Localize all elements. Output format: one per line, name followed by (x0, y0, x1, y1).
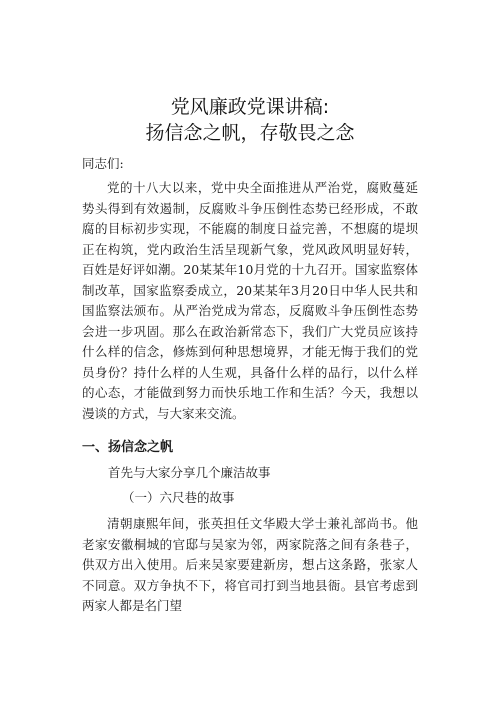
subsection-heading: （一）六尺巷的故事 (122, 490, 235, 505)
section-intro: 首先与大家分享几个廉洁故事 (108, 465, 271, 480)
section-heading: 一、扬信念之帆 (82, 440, 174, 455)
title-line-2: 扬信念之帆，存敬畏之念 (145, 122, 355, 144)
title-line-1: 党风廉政党课讲稿: (170, 96, 330, 118)
salutation: 同志们: (82, 156, 124, 171)
paragraph-opening: 党的十八大以来，党中央全面推进从严治党，腐败蔓延势头得到有效遏制，反腐败斗争压倒性态势已经形成，不敢腐的目标初步实现，不能腐的制度日益完善，不想腐的堤坝正在构筑，党内政治生活呈现新气象，党风政风明显好转，百姓是好评如潮。20某某年10月党的十九召开。国家监察体制改革，国家监察委成立，20某某年3月20日中华人民共和国监察法颁布。从严治党成为常态，反腐败斗争压倒性态势会进一步巩固。那么在政治新常态下，我们广大党员应该持什么样的信念，修炼到何种思想境界，才能无悔于我们的党员身份？持什么样的人生观，具备什么样的品行，以什么样的心态，才能做到努力而快乐地工作和生活？今天，我想以漫谈的方式，与大家来交流。 (82, 180, 418, 421)
paragraph-story: 清朝康熙年间，张英担任文华殿大学士兼礼部尚书。他老家安徽桐城的官邸与吴家为邻，两家院落之间有条巷子，供双方出入使用。后来吴家要建新房，想占这条路，张家人不同意。双方争执不下，将官司打到当地县衙。县官考虑到两家人都是名门望 (82, 516, 418, 613)
